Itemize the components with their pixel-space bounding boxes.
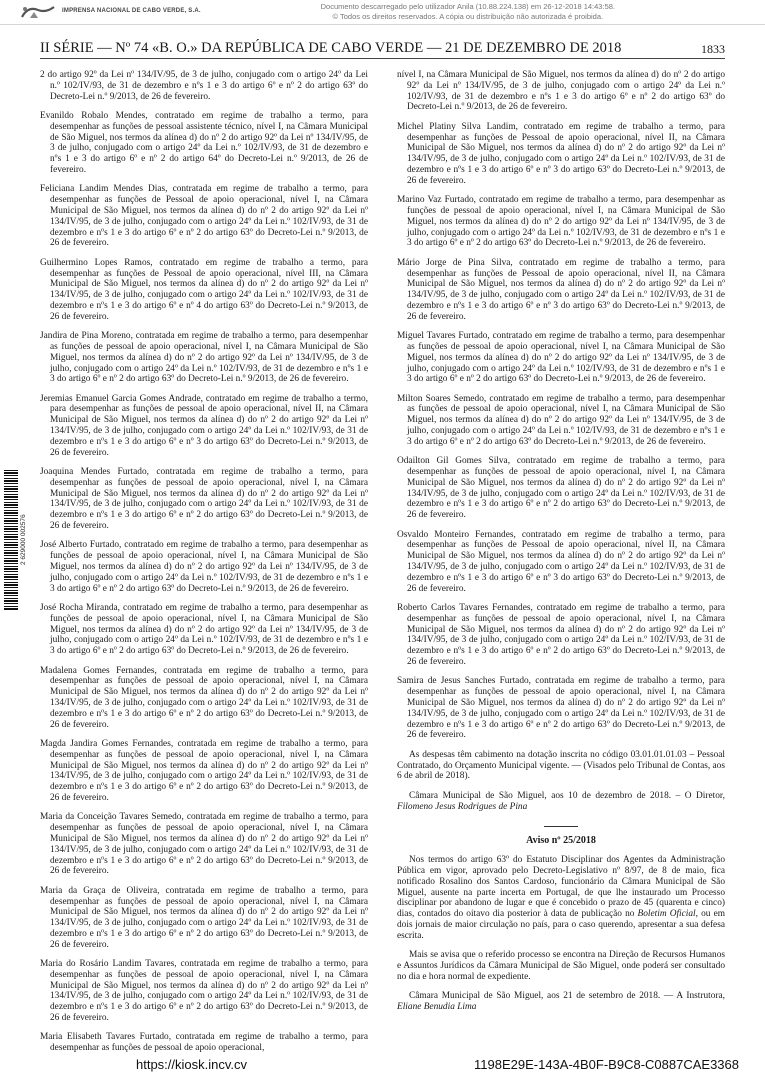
boletim-oficial-title: Boletim Oficial: [637, 909, 696, 920]
contract-paragraph: Maria da Conceição Tavares Semedo, contratada em regime de trabalho a termo, para desempenhar as funções de pessoal de apoio operacional, nível I, na Câmara Municipal de São Miguel, nos termos da alínea d) do nº 2 do artigo 92º da Lei nº 134/IV/95, de 3 de julho, conjugado com o artigo 24º da Lei n.º 102/IV/93, de 31 de dezembro e nºs 1 e 3 do artigo 6º e nº 2 do artigo 63º do Decreto-Lei n.º 9/2013, de 26 de fevereiro.: [40, 812, 368, 877]
contract-paragraph: Miguel Tavares Furtado, contratado em regime de trabalho a termo, para desempenhar as funções de pessoal de apoio operacional, nível I, na Câmara Municipal de São Miguel, nos termos da alínea d) do nº 2 do artigo 92º da Lei nº 134/IV/95, de 3 de julho, conjugado com o artigo 24º da Lei n.º 102/IV/93, de 31 de dezembro e nºs 1 e 3 do artigo 6º e nº 2 do artigo 63º do Decreto-Lei n.º 9/2013, de 26 de fevereiro.: [397, 331, 725, 385]
site-topbar: [0, 0, 765, 25]
signature-line: [397, 991, 725, 1013]
contract-paragraph: José Rocha Miranda, contratado em regime de trabalho a termo, para desempenhar as funções de pessoal de apoio operacional, nível I, na Câmara Municipal de São Miguel, nos termos da alínea d) do nº 2 do artigo 92º da Lei nº 134/IV/95, de 3 de julho, conjugado com o artigo 24º da Lei n.º 102/IV/93, de 31 de dezembro e nºs 1 e 3 do artigo 6º e nº 2 do artigo 63º do Decreto-Lei n.º 9/2013, de 26 de fevereiro.: [40, 603, 368, 657]
download-notice: [321, 2, 615, 22]
barcode-number: 2 629000 002576: [20, 514, 27, 566]
page-header: [40, 40, 725, 59]
contract-paragraph: Osvaldo Monteiro Fernandes, contratado em regime de trabalho a termo, para desempenhar as funções de Pessoal de apoio operacional, nível II, na Câmara Municipal de São Miguel, nos termos da alínea d) do nº 2 do artigo 92º da Lei nº 134/IV/95, de 3 de julho, conjugado com o artigo 24º da Lei n.º 102/IV/93, de 31 de dezembro e nºs 1 e 3 do artigo 6º e nº 3 do artigo 63º do Decreto-Lei n.º 9/2013, de 26 de fevereiro.: [397, 529, 725, 594]
contract-paragraph: Milton Soares Semedo, contratado em regime de trabalho a termo, para desempenhar as funções de pessoal de apoio operacional, nível I, na Câmara Municipal de São Miguel, nos termos da alínea d) do nº 2 do artigo 92º da Lei nº 134/IV/95, de 3 de julho, conjugado com o artigo 24º da Lei n.º 102/IV/93, de 31 de dezembro e nºs 1 e 3 do artigo 6º e nº 2 do artigo 63º do Decreto-Lei n.º 9/2013, de 26 de fevereiro.: [397, 393, 725, 447]
kiosk-link[interactable]: https://kiosk.incv.cv: [136, 1057, 248, 1072]
notice-title: Aviso nº 25/2018: [526, 835, 596, 847]
section-divider: [544, 826, 578, 827]
contract-paragraph: Michel Platiny Silva Landim, contratado em regime de trabalho a termo, para desempenhar as funções de Pessoal de apoio operacional, nível II, na Câmara Municipal de São Miguel, nos termos da alínea d) do nº 2 do artigo 92º da Lei nº 134/IV/95, de 3 de julho, conjugado com o artigo 24º da Lei n.º 102/IV/93, de 31 de dezembro e nºs 1 e 3 do artigo 6º e nº 3 do artigo 63º do Decreto-Lei n.º 9/2013, de 26 de fevereiro.: [397, 121, 725, 186]
contract-paragraph: Maria Elisabeth Tavares Furtado, contratada em regime de trabalho a termo, para desempenhar as funções de pessoal de apoio operacional,: [40, 1032, 368, 1054]
contract-paragraph: Marino Vaz Furtado, contratado em regime de trabalho a termo, para desempenhar as funções de pessoal de apoio operacional, nível I, na Câmara Municipal de São Miguel, nos termos da alínea d) do nº 2 do artigo 92º da Lei nº 134/IV/95, de 3 de julho, conjugado com o artigo 24º da Lei n.º 102/IV/93, de 31 de dezembro e nºs 1 e 3 do artigo 6º e nº 2 do artigo 63º do Decreto-Lei n.º 9/2013, de 26 de fevereiro.: [397, 195, 725, 249]
contract-paragraph: Feliciana Landim Mendes Dias, contratada em regime de trabalho a termo, para desempenhar as funções de Pessoal de apoio operacional, nível I, na Câmara Municipal de São Miguel, nos termos da alínea d) do nº 2 do artigo 92º da Lei nº 134/IV/95, de 3 de julho, conjugado com o artigo 24º da Lei n.º 102/IV/93, de 31 de dezembro e nºs 1 e 3 do artigo 6º e nº 2 do artigo 63º do Decreto-Lei n.º 9/2013, de 26 de fevereiro.: [40, 184, 368, 249]
signature-line: [397, 791, 725, 813]
page-number: 1833: [701, 42, 725, 56]
signatory-name: Eliane Benudia Lima: [397, 1001, 477, 1012]
contract-paragraph: Joaquina Mendes Furtado, contratada em regime de trabalho a termo, para desempenhar as funções de pessoal de apoio operacional, nível I, na Câmara Municipal de São Miguel, nos termos da alínea d) do nº 2 do artigo 92º da Lei nº 134/IV/95, de 3 de julho, conjugado com o artigo 24º da Lei n.º 102/IV/93, de 31 de dezembro e nºs 1 e 3 do artigo 6º e nº 2 do artigo 63º do Decreto-Lei n.º 9/2013, de 26 de fevereiro.: [40, 467, 368, 532]
right-column: [397, 70, 725, 1013]
expenses-paragraph: As despesas têm cabimento na dotação inscrita no código 03.01.01.01.03 – Pessoal Contratado, do Orçamento Municipal vigente. — (Visados pelo Tribunal de Contas, aos 6 de abril de 2018).: [397, 749, 725, 782]
signature-prefix: Câmara Municipal de São Miguel, aos 10 de dezembro de 2018. – O Diretor,: [409, 790, 725, 801]
notice-paragraph: [397, 855, 725, 941]
contract-paragraph: Maria do Rosário Landim Tavares, contratada em regime de trabalho a termo, para desempenhar as funções de pessoal de apoio operacional, nível I, na Câmara Municipal de São Miguel, nos termos da alínea d) do nº 2 do artigo 92º da Lei nº 134/IV/95, de 3 de julho, conjugado com o artigo 24º da Lei n.º 102/IV/93, de 31 de dezembro e nºs 1 e 3 do artigo 6º e nº 2 do artigo 63º do Decreto-Lei n.º 9/2013, de 26 de fevereiro.: [40, 959, 368, 1024]
contract-paragraph: Madalena Gomes Fernandes, contratada em regime de trabalho a termo, para desempenhar as funções de pessoal de apoio operacional, nível I, na Câmara Municipal de São Miguel, nos termos da alínea d) do nº 2 do artigo 92º da Lei nº 134/IV/95, de 3 de julho, conjugado com o artigo 24º da Lei n.º 102/IV/93, de 31 de dezembro e nºs 1 e 3 do artigo 6º e nº 2 do artigo 63º do Decreto-Lei n.º 9/2013, de 26 de fevereiro.: [40, 665, 368, 730]
copyright-notice-line: © Todos os direitos reservados. A cópia ou distribuição não autorizada é proibida.: [332, 12, 604, 21]
notice-text: Nos termos do artigo 63º do Estatuto Disciplinar dos Agentes da Administração Pública em vigor, aprovado pelo Decreto-Legislativo nº 8/97, de 8 de maio, fica notificado Rosalino dos Santos Cardoso, funcionário da Câmara Municipal de São Miguel, ausente na parte incerta em Portugal, de que lhe instaurado um Processo disciplinar por abandono de lugar e que é concebido o prazo de 45 (quarenta e cinco) dias, contados do oitavo dia posterior à data de publicação no: [397, 855, 725, 920]
contract-paragraph: Jeremias Emanuel Garcia Gomes Andrade, contratado em regime de trabalho a termo, para desempenhar as funções de pessoal de apoio operacional, nível II, na Câmara Municipal de São Miguel, nos termos da alínea d) do nº 2 do artigo 92º da Lei nº 134/IV/95, de 3 de julho, conjugado com o artigo 24º da Lei n.º 102/IV/93, de 31 de dezembro e nºs 1 e 3 do artigo 6º e nº 3 do artigo 63º do Decreto-Lei n.º 9/2013, de 26 de fevereiro.: [40, 393, 368, 458]
contract-paragraph: José Alberto Furtado, contratado em regime de trabalho a termo, para desempenhar as funções de pessoal de apoio operacional, nível I, na Câmara Municipal de São Miguel, nos termos da alínea d) do nº 2 do artigo 92º da Lei nº 134/IV/95, de 3 de julho, conjugado com o artigo 24º da Lei n.º 102/IV/93, de 31 de dezembro e nºs 1 e 3 do artigo 6º e nº 2 do artigo 63º do Decreto-Lei n.º 9/2013, de 26 de fevereiro.: [40, 540, 368, 594]
contract-paragraph: Samira de Jesus Sanches Furtado, contratada em regime de trabalho a termo, para desempenhar as funções de pessoal de apoio operacional, nível I, na Câmara Municipal de São Miguel, nos termos da alínea d) do nº 2 do artigo 92º da Lei nº 134/IV/95, de 3 de julho, conjugado com o artigo 24º da Lei n.º 102/IV/93, de 31 de dezembro e nºs 1 e 3 do artigo 6º e nº 2 do artigo 63º do Decreto-Lei n.º 9/2013, de 26 de fevereiro.: [397, 676, 725, 741]
contract-paragraph: Roberto Carlos Tavares Fernandes, contratado em regime de trabalho a termo, para desempenhar as funções de pessoal de apoio operacional, nível I, na Câmara Municipal de São Miguel, nos termos da alínea d) do nº 2 do artigo 92º da Lei nº 134/IV/95, de 3 de julho, conjugado com o artigo 24º da Lei n.º 102/IV/93, de 31 de dezembro e nºs 1 e 3 do artigo 6º e nº 2 do artigo 63º do Decreto-Lei n.º 9/2013, de 26 de fevereiro.: [397, 603, 725, 667]
contract-paragraph: 2 do artigo 92º da Lei nº 134/IV/95, de 3 de julho, conjugado com o artigo 24º da Lei n.º 102/IV/93, de 31 de dezembro e nºs 1 e 3 do artigo 6º e nº 2 do artigo 63º do Decreto-Lei n.º 9/2013, de 26 de fevereiro.: [40, 70, 368, 102]
notice-text-end: , ou em dois jornais de maior circulação no país, para o caso querendo, apresentar a sua defesa escrita.: [397, 909, 725, 941]
contract-paragraph: Jandira de Pina Moreno, contratada em regime de trabalho a termo, para desempenhar as funções de pessoal de apoio operacional, nível I, na Câmara Municipal de São Miguel, nos termos da alínea d) do nº 2 do artigo 92º da Lei nº 134/IV/95, de 3 de julho, conjugado com o artigo 24º da Lei n.º 102/IV/93, de 31 de dezembro e nºs 1 e 3 do artigo 6º e nº 2 do artigo 63º do Decreto-Lei n.º 9/2013, de 26 de fevereiro.: [40, 331, 368, 385]
contract-paragraph: Guilhermino Lopes Ramos, contratado em regime de trabalho a termo, para desempenhar as funções de Pessoal de apoio operacional, nível III, na Câmara Municipal de São Miguel, nos termos da alínea d) do nº 2 do artigo 92º da Lei nº 134/IV/95, de 3 de julho, conjugado com o artigo 24º da Lei n.º 102/IV/93, de 31 de dezembro e nºs 1 e 3 do artigo 6º e nº 4 do artigo 63º do Decreto-Lei n.º 9/2013, de 26 de fevereiro.: [40, 257, 368, 322]
contract-paragraph: Maria da Graça de Oliveira, contratada em regime de trabalho a termo, para desempenhar as funções de pessoal de apoio operacional, nível I, na Câmara Municipal de São Miguel, nos termos da alínea d) do nº 2 do artigo 92º da Lei nº 134/IV/95, de 3 de julho, conjugado com o artigo 24º da Lei n.º 102/IV/93, de 31 de dezembro e nºs 1 e 3 do artigo 6º e nº 2 do artigo 63º do Decreto-Lei n.º 9/2013, de 26 de fevereiro.: [40, 885, 368, 950]
publisher-name: IMPRENSA NACIONAL DE CABO VERDE, S.A.: [62, 8, 201, 14]
series-title: II SÉRIE — Nº 74 «B. O.» DA REPÚBLICA DE CABO VERDE — 21 DE DEZEMBRO DE 2018: [40, 40, 622, 56]
download-notice-line: Documento descarregado pelo utilizador Anila (10.88.224.138) em 26-12-2018 14:43:58.: [320, 2, 615, 11]
document-id: 1198E29E-143A-4B0F-B9C8-C0887CAE3368: [474, 1057, 739, 1072]
contract-paragraph: Magda Jandira Gomes Fernandes, contratada em regime de trabalho a termo, para desempenhar as funções de pessoal de apoio operacional, nível I, na Câmara Municipal de São Miguel, nos termos da alínea d) do nº 2 do artigo 92º da Lei nº 134/IV/95, de 3 de julho, conjugado com o artigo 24º da Lei n.º 102/IV/93, de 31 de dezembro e nºs 1 e 3 do artigo 6º e nº 2 do artigo 63º do Decreto-Lei n.º 9/2013, de 26 de fevereiro.: [40, 738, 368, 803]
incv-logo-icon: [20, 4, 56, 20]
contract-paragraph: nível I, na Câmara Municipal de São Miguel, nos termos da alínea d) do nº 2 do artigo 92º da Lei nº 134/IV/95, de 3 de julho, conjugado com o artigo 24º da Lei n.º 102/IV/93, de 31 de dezembro e nºs 1 e 3 do artigo 6º e nº 2 do artigo 63º do Decreto-Lei n.º 9/2013, de 26 de fevereiro.: [397, 70, 725, 113]
notice-paragraph: Mais se avisa que o referido processo se encontra na Direção de Recursos Humanos e Assuntos Jurídicos da Câmara Municipal de São Miguel, onde poderá ser consultado no dia e hora normal de expediente.: [397, 950, 725, 982]
left-column: [40, 70, 368, 1063]
signatory-name: Filomeno Jesus Rodrigues de Pina: [397, 801, 528, 812]
contract-paragraph: Evanildo Robalo Mendes, contratado em regime de trabalho a termo, para desempenhar as funções de pessoal assistente técnico, nível I, na Câmara Municipal de São Miguel, nos termos da alínea d) do nº 2 do artigo 92º da Lei nº 134/IV/95, de 3 de julho, conjugado com o artigo 24º da Lei n.º 102/IV/93, de 31 de dezembro e nºs 1 e 3 do artigo 6º e nº 2 do artigo 64º do Decreto-Lei n.º 9/2013, de 26 de fevereiro.: [40, 110, 368, 175]
contract-paragraph: Odailton Gil Gomes Silva, contratado em regime de trabalho a termo, para desempenhar as funções de pessoal de apoio operacional, nível I, na Câmara Municipal de São Miguel, nos termos da alínea d) do nº 2 do artigo 92º da Lei nº 134/IV/95, de 3 de julho, conjugado com o artigo 24º da Lei n.º 102/IV/93, de 31 de dezembro e nºs 1 e 3 do artigo 6º e nº 2 do artigo 63º do Decreto-Lei n.º 9/2013, de 26 de fevereiro.: [397, 456, 725, 521]
signature-prefix: Câmara Municipal de São Miguel, aos 21 de setembro de 2018. — A Instrutora,: [409, 991, 725, 1002]
barcode-icon: [4, 470, 18, 610]
contract-paragraph: Mário Jorge de Pina Silva, contratado em regime de trabalho a termo, para desempenhar as funções de Pessoal de apoio operacional, nível II, na Câmara Municipal de São Miguel, nos termos da alínea d) do nº 2 do artigo 92º da Lei nº 134/IV/95, de 3 de julho, conjugado com o artigo 24º da Lei n.º 102/IV/93, de 31 de dezembro e nºs 1 e 3 do artigo 6º e nº 3 do artigo 63º do Decreto-Lei n.º 9/2013, de 26 de fevereiro.: [397, 257, 725, 322]
